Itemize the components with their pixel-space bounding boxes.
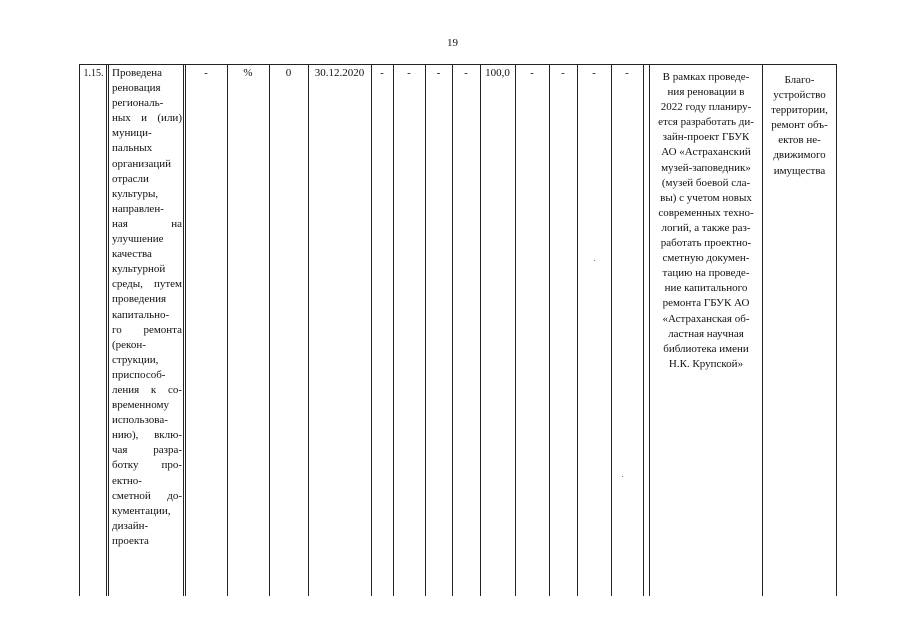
cell-line: качества: [112, 248, 152, 261]
cell-line: сметной до-: [112, 489, 182, 502]
col-border: [577, 64, 578, 596]
col-border: [185, 64, 186, 596]
cell-dash: -: [561, 67, 565, 79]
event-description: [112, 66, 182, 549]
cell-line: ная на: [112, 217, 182, 230]
cell-line: В рамках проведе-: [662, 71, 750, 83]
cell-line: дизайн-: [112, 519, 149, 532]
col-border: [452, 64, 453, 596]
cell-line: нию), вклю-: [112, 429, 182, 442]
cell-line: кументации,: [112, 504, 171, 517]
cell-dash: -: [436, 67, 441, 79]
cell-base-value: 0: [285, 67, 292, 79]
cell-line: ется разработать ди-: [658, 116, 754, 129]
scan-speck: [622, 476, 623, 477]
cell-line: устройство: [773, 89, 826, 102]
cell-line: улучшение: [112, 233, 164, 246]
cell-line: направлен-: [112, 202, 164, 215]
cell-line: ластная научная: [668, 327, 744, 340]
col-border: [643, 64, 644, 596]
col-border: [425, 64, 426, 596]
cell-line: Н.К. Крупской»: [668, 357, 744, 370]
cell-line: Благо-: [784, 74, 815, 86]
cell-line: ремонта ГБУК АО: [662, 297, 750, 310]
cell-line: культурной: [112, 263, 166, 276]
cell-line: работать проектно-: [660, 237, 752, 250]
cell-dash: -: [464, 67, 468, 79]
cell-line: зайн-проект ГБУК: [662, 131, 750, 144]
cell-line: реновация: [112, 82, 161, 95]
cell-line: (музей боевой сла-: [661, 176, 751, 189]
col-border: [836, 64, 837, 596]
col-border: [515, 64, 516, 596]
cell-line: движимого: [773, 149, 826, 162]
cell-dash: -: [407, 67, 411, 79]
table-top-border: [79, 64, 837, 65]
col-border: [480, 64, 481, 596]
cell-target-value: 100,0: [485, 67, 510, 79]
cell-line: муници-: [112, 127, 152, 140]
cell-dash: -: [204, 67, 208, 79]
cell-line: логий, а также раз-: [661, 221, 751, 234]
cell-line: временному: [112, 399, 169, 412]
cell-line: ботку про-: [112, 459, 182, 472]
cell-line: Проведена: [112, 67, 163, 79]
col-border: [649, 64, 650, 596]
cell-dash: -: [625, 67, 629, 79]
cell-line: вы) с учетом новых: [660, 191, 752, 204]
cell-line: региональ-: [112, 97, 164, 110]
cell-line: ных и (или): [112, 112, 182, 125]
cell-line: ления к со-: [112, 383, 182, 396]
cell-line: пальных: [112, 142, 153, 155]
col-border: [371, 64, 372, 596]
cell-line: проекта: [112, 534, 149, 547]
cell-line: АО «Астраханский: [661, 146, 751, 159]
col-border: [79, 64, 80, 596]
cell-line: тацию на проведе-: [662, 267, 750, 280]
cell-base-date: 30.12.2020: [314, 67, 365, 79]
col-border: [549, 64, 550, 596]
col-border: [227, 64, 228, 596]
cell-line: организаций: [112, 157, 172, 170]
cell-dash: -: [592, 67, 596, 79]
cell-dash: -: [530, 67, 534, 79]
cell-result: [763, 73, 836, 179]
col-border: [269, 64, 270, 596]
row-number: 1.15.: [83, 68, 104, 79]
cell-line: ния реновации в: [667, 86, 745, 99]
cell-line: ектов не-: [778, 134, 821, 147]
cell-line: отрасли: [112, 172, 149, 185]
cell-line: среды, путем: [112, 278, 182, 291]
cell-line: сметную докумен-: [662, 252, 750, 265]
cell-line: капитально-: [112, 308, 170, 321]
cell-line: ектно-: [112, 474, 142, 487]
cell-unit: %: [243, 67, 253, 79]
col-border: [611, 64, 612, 596]
cell-line: струкции,: [112, 353, 159, 366]
cell-note: [651, 70, 761, 372]
cell-line: библиотека имени: [663, 342, 749, 355]
cell-line: ние капитального: [664, 282, 748, 295]
cell-line: территории,: [771, 104, 828, 117]
cell-line: современных техно-: [658, 206, 754, 219]
cell-line: 2022 году планиру-: [660, 101, 752, 114]
cell-line: «Астраханская об-: [662, 312, 750, 325]
page-number: 19: [447, 37, 458, 49]
indicator-table: [79, 64, 837, 596]
cell-line: ремонт объ-: [771, 119, 828, 132]
col-border: [308, 64, 309, 596]
scan-speck: [594, 260, 595, 261]
col-border: [106, 64, 107, 596]
cell-line: использова-: [112, 414, 168, 427]
cell-line: имущества: [773, 164, 826, 177]
cell-line: (рекон-: [112, 338, 146, 351]
col-border: [183, 64, 184, 596]
cell-line: приспособ-: [112, 368, 166, 381]
cell-line: го ремонта: [112, 323, 182, 336]
cell-line: проведения: [112, 293, 167, 306]
col-border: [108, 64, 109, 596]
col-border: [393, 64, 394, 596]
cell-line: культуры,: [112, 187, 159, 200]
cell-line: музей-заповедник»: [661, 161, 751, 174]
cell-line: чая разра-: [112, 444, 182, 457]
cell-dash: -: [380, 67, 384, 79]
